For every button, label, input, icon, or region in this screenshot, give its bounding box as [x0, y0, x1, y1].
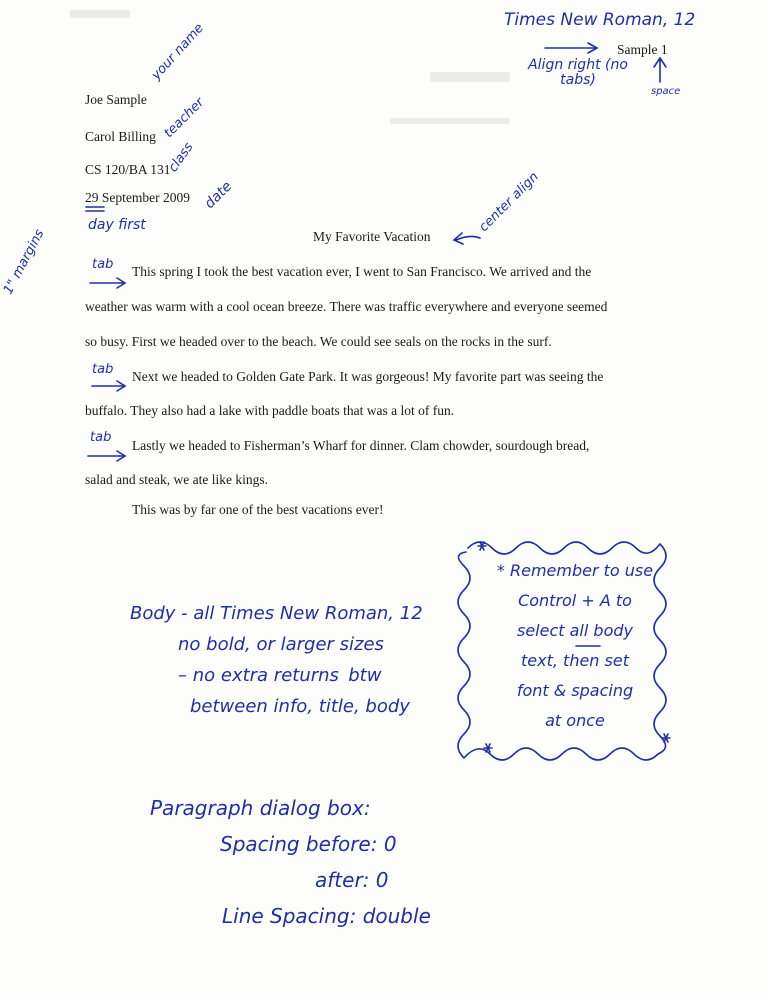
- star-icon: [478, 542, 486, 550]
- course-name: CS 120/BA 131: [85, 162, 171, 177]
- paragraph-line: Spacing before: 0: [220, 832, 397, 856]
- reminder-line: text, then set: [521, 651, 629, 670]
- body-rules-line: no bold, or larger sizes: [178, 634, 384, 655]
- body-rules-note: [130, 598, 423, 722]
- reminder-line: at once: [545, 711, 605, 730]
- margins-note: 1" margins: [0, 227, 48, 297]
- left-arrow-icon: [454, 233, 480, 244]
- reminder-line: * Remember to use: [496, 561, 654, 580]
- body-rules-line: – no extra returns btw: [178, 665, 382, 686]
- paragraph-line: Paragraph dialog box:: [150, 796, 371, 820]
- body-line: weather was warm with a cool ocean breeze. There was traffic everywhere and everyone seemed: [85, 299, 608, 314]
- align-right-note: [528, 58, 628, 88]
- font-note: Times New Roman, 12: [504, 10, 696, 30]
- student-name: Joe Sample: [85, 92, 147, 107]
- reminder-line: select all body: [517, 621, 633, 640]
- paragraph-line: Line Spacing: double: [222, 904, 431, 928]
- tab-arrow-icon: [90, 278, 125, 288]
- class-note: class: [165, 139, 197, 175]
- essay-title: My Favorite Vacation: [313, 229, 431, 244]
- tab-arrow-icon: [88, 451, 125, 461]
- reminder-line: Control + A to: [518, 591, 632, 610]
- bleed-through-mark: [430, 72, 510, 82]
- up-arrow-icon: [654, 58, 666, 82]
- page-label: Sample 1: [617, 42, 668, 57]
- essay-date: 29 September 2009: [85, 190, 190, 205]
- star-icon: [484, 744, 492, 752]
- body-rules-line: Body - all Times New Roman, 12: [130, 603, 423, 624]
- bleed-through-mark: [70, 10, 130, 18]
- body-line: This was by far one of the best vacations ever!: [132, 502, 384, 517]
- tab-note: tab: [92, 257, 114, 272]
- body-line: This spring I took the best vacation ever, I went to San Francisco. We arrived and the: [132, 264, 592, 279]
- tab-note: tab: [92, 362, 114, 377]
- paragraph-dialog-note: [150, 790, 431, 934]
- paragraph-line: after: 0: [315, 868, 389, 892]
- date-note: date: [201, 178, 236, 212]
- tab-note: tab: [90, 430, 112, 445]
- date-underline: [86, 207, 104, 211]
- reminder-line: font & spacing: [516, 681, 634, 700]
- your-name-note: your name: [148, 20, 207, 83]
- day-first-note: day first: [88, 217, 146, 233]
- body-line: buffalo. They also had a lake with paddle boats that was a lot of fun.: [85, 403, 455, 418]
- body-line: salad and steak, we ate like kings.: [85, 472, 268, 487]
- body-rules-line: between info, title, body: [190, 696, 410, 717]
- reminder-box-text: [470, 556, 680, 736]
- right-arrow-icon: [545, 43, 597, 53]
- body-line: Lastly we headed to Fisherman’s Wharf for dinner. Clam chowder, sourdough bread,: [132, 438, 590, 453]
- bleed-through-mark: [390, 118, 510, 124]
- teacher-note: teacher: [161, 95, 208, 141]
- space-note: space: [651, 86, 681, 97]
- align-right-text: Align right (no tabs): [528, 57, 628, 88]
- tab-arrow-icon: [92, 381, 125, 391]
- body-line: so busy. First we headed over to the beach. We could see seals on the rocks in the surf.: [85, 334, 552, 349]
- center-align-note: center align: [476, 169, 542, 235]
- teacher-name: Carol Billing: [85, 129, 156, 144]
- body-line: Next we headed to Golden Gate Park. It was gorgeous! My favorite part was seeing the: [132, 369, 604, 384]
